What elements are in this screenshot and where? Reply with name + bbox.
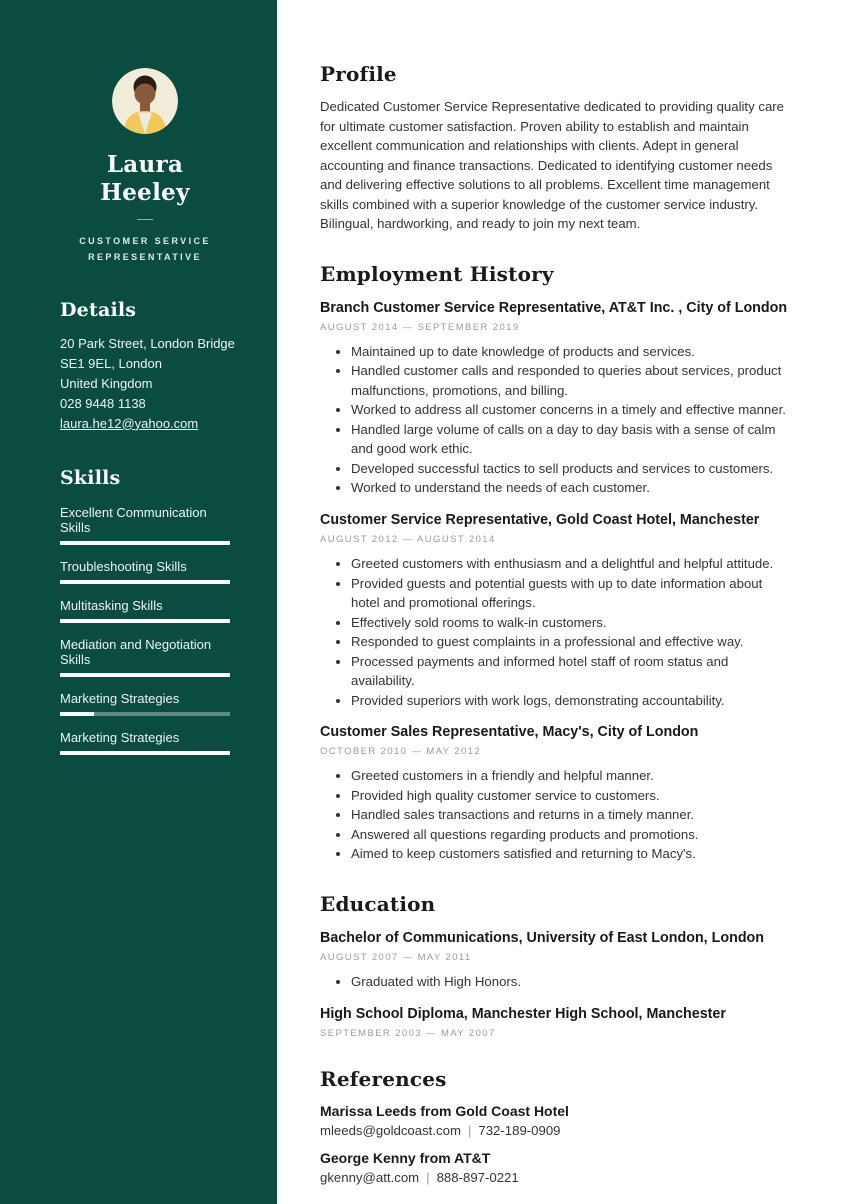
skill-label: Excellent Communication Skills [60, 504, 207, 535]
bullet-item: • Processed payments and informed hotel staff of room status and availability. [351, 652, 792, 691]
skill-item [60, 637, 230, 677]
entry-dates: OCTOBER 2010 — MAY 2012 [320, 746, 482, 758]
skill-label: Multitasking Skills [60, 597, 163, 613]
bullet-item: • Provided high quality customer service to customers. [351, 786, 792, 806]
skill-level-fill [60, 712, 94, 716]
bullet-item: • Handled sales transactions and returns in a timely manner. [351, 805, 792, 825]
skill-level-fill [60, 541, 230, 545]
references-section [320, 1067, 792, 1185]
bullet-item: • Graduated with High Honors. [351, 972, 792, 992]
skill-item [60, 730, 230, 755]
skill-label: Marketing Strategies [60, 690, 180, 706]
bullet-item: • Worked to understand the needs of each customer. [351, 478, 792, 498]
references-heading: References [320, 1066, 447, 1091]
detail-line: SE1 9EL, London [60, 355, 162, 371]
entry-title: Customer Service Representative, Gold Coast Hotel, Manchester [320, 511, 760, 528]
education-list [320, 929, 792, 1039]
detail-line: 028 9448 1138 [60, 395, 146, 411]
profile-heading: Profile [320, 62, 397, 86]
skill-level-fill [60, 673, 230, 677]
profile-text: Dedicated Customer Service Representative dedicated to providing quality care for ultimate customer satisfaction. Proven ability to establish and maintain excellent communication and relationships with clients. Adept in general accounting and finance transactions. Dedicated to identifying customer needs and delivering effective solutions to all problems. Excellent time management skills combined with a superior knowledge of the customer service industry. Bilingual, hardworking, and ready to join my next team. [320, 99, 785, 231]
reference-entry [320, 1103, 792, 1138]
entry [320, 929, 792, 992]
entry-title: Customer Sales Representative, Macy's, City of London [320, 724, 699, 741]
bullet-item: • Handled customer calls and responded to queries about services, product malfunctions, promotions, and billing. [351, 361, 792, 400]
main-content [277, 0, 852, 1204]
reference-contact [320, 1170, 792, 1185]
reference-separator: | [426, 1169, 430, 1185]
profile-section [320, 62, 792, 234]
references-list [320, 1103, 792, 1185]
bullet-item: • Effectively sold rooms to walk-in customers. [351, 613, 792, 633]
details-heading: Details [60, 298, 137, 321]
skills-heading: Skills [60, 466, 121, 489]
skill-item [60, 559, 230, 584]
entry-bullets [320, 766, 792, 864]
bullet-item: • Greeted customers with enthusiasm and a delightful and helpful attitude. [351, 554, 792, 574]
entry-dates: AUGUST 2014 — SEPTEMBER 2019 [320, 321, 520, 333]
bullet-item: • Worked to address all customer concerns in a timely and effective manner. [351, 400, 792, 420]
entry-bullets [320, 972, 792, 992]
skill-label: Marketing Strategies [60, 729, 180, 745]
sidebar [0, 0, 277, 1204]
bullet-item: • Answered all questions regarding products and promotions. [351, 825, 792, 845]
skill-item [60, 598, 230, 623]
skill-label: Troubleshooting Skills [60, 558, 187, 574]
avatar [112, 68, 178, 134]
skill-level-fill [60, 619, 230, 623]
skill-level-fill [60, 751, 230, 755]
entry [320, 299, 792, 498]
entry-dates: AUGUST 2012 — AUGUST 2014 [320, 534, 496, 546]
skill-level-bar [60, 619, 230, 623]
reference-name: Marissa Leeds from Gold Coast Hotel [320, 1102, 569, 1119]
bullet-item: • Provided superiors with work logs, demonstrating accountability. [351, 691, 792, 711]
education-heading: Education [320, 891, 436, 916]
skills-list [60, 505, 230, 755]
reference-entry [320, 1150, 792, 1185]
name-divider [137, 219, 153, 220]
skill-item [60, 505, 230, 545]
bullet-item: • Responded to guest complaints in a professional and effective way. [351, 632, 792, 652]
skill-level-fill [60, 580, 230, 584]
bullet-item: • Handled large volume of calls on a day to day basis with a sense of calm and good work ethic. [351, 420, 792, 459]
avatar-photo [112, 68, 178, 134]
skill-item [60, 691, 230, 716]
entry-title: High School Diploma, Manchester High School, Manchester [320, 1005, 726, 1022]
skill-level-bar [60, 751, 230, 755]
skill-level-bar [60, 580, 230, 584]
skill-level-bar [60, 541, 230, 545]
reference-phone: 732-189-0909 [478, 1122, 561, 1138]
reference-phone: 888-897-0221 [436, 1169, 519, 1185]
entry-title: Bachelor of Communications, University of East London, London [320, 929, 765, 946]
entry [320, 723, 792, 864]
bullet-item: • Greeted customers in a friendly and helpful manner. [351, 766, 792, 786]
reference-email: gkenny@att.com [320, 1169, 420, 1185]
entry [320, 1005, 792, 1039]
person-name: Laura Heeley [100, 151, 190, 206]
detail-line: United Kingdom [60, 375, 153, 391]
entry-bullets [320, 342, 792, 498]
bullet-item: • Provided guests and potential guests with up to date information about hotel and promotional offerings. [351, 574, 792, 613]
entry-dates: AUGUST 2007 — MAY 2011 [320, 952, 472, 964]
skill-label: Mediation and Negotiation Skills [60, 636, 212, 667]
entry [320, 511, 792, 710]
skill-level-bar [60, 673, 230, 677]
entry-dates: SEPTEMBER 2003 — MAY 2007 [320, 1027, 496, 1039]
entry-bullets [320, 554, 792, 710]
reference-separator: | [467, 1122, 472, 1138]
education-section [320, 892, 792, 1039]
bullet-item: • Maintained up to date knowledge of products and services. [351, 342, 792, 362]
bullet-item: • Developed successful tactics to sell products and services to customers. [351, 459, 792, 479]
skill-level-bar [60, 712, 230, 716]
details-list [60, 334, 235, 434]
reference-contact [320, 1123, 792, 1138]
detail-line: 20 Park Street, London Bridge [60, 335, 235, 351]
email-link[interactable]: laura.he12@yahoo.com [60, 415, 199, 431]
details-lines [60, 334, 235, 414]
reference-email: mleeds@goldcoast.com [320, 1122, 461, 1138]
person-job-title: CUSTOMER SERVICE REPRESENTATIVE [79, 236, 211, 262]
employment-heading: Employment History [320, 261, 554, 286]
employment-section [320, 262, 792, 864]
jobs-list [320, 299, 792, 864]
bullet-item: • Aimed to keep customers satisfied and returning to Macy's. [351, 844, 792, 864]
reference-name: George Kenny from AT&T [320, 1149, 491, 1166]
entry-title: Branch Customer Service Representative, AT&T Inc. , City of London [320, 299, 788, 316]
